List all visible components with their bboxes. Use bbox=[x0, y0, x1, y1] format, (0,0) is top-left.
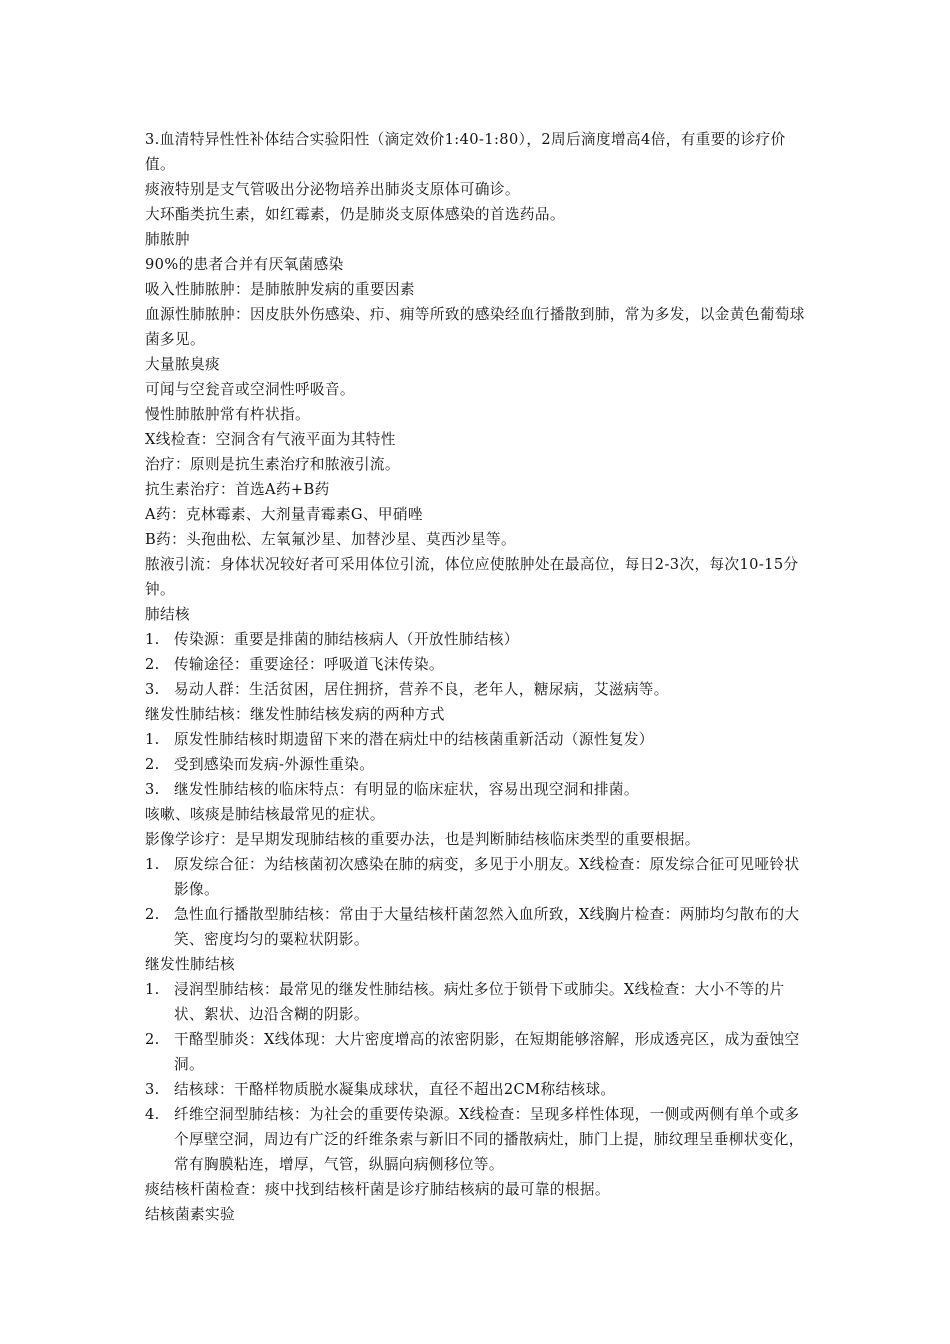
list-number: 3. bbox=[145, 681, 160, 698]
list-item bbox=[145, 1077, 807, 1102]
heading-lung-abscess: 肺脓肿 bbox=[145, 231, 190, 248]
list-number: 2. bbox=[145, 1031, 160, 1048]
list-text: 原发综合征：为结核菌初次感染在肺的病变，多见于小朋友。X线检查：原发综合征可见哑铃状影像。 bbox=[174, 856, 800, 898]
list-item bbox=[145, 677, 807, 702]
list-item bbox=[145, 1027, 807, 1077]
paragraph-drug-a: A药：克林霉素、大剂量青霉素G、甲硝唑 bbox=[145, 506, 423, 523]
paragraph-serology: 3.血清特异性性补体结合实验阳性（滴定效价1:40-1:80），2周后滴度增高4倍，有重要的诊疗价值。 bbox=[145, 131, 786, 173]
list-number: 2. bbox=[145, 906, 160, 923]
list-item bbox=[145, 852, 807, 902]
list-number: 3. bbox=[145, 781, 160, 798]
list-text: 受到感染而发病-外源性重染。 bbox=[174, 756, 375, 773]
list-text: 结核球：干酪样物质脱水凝集成球状，直径不超出2CM称结核球。 bbox=[174, 1081, 616, 1098]
list-item bbox=[145, 652, 807, 677]
paragraph-treatment-principle: 治疗：原则是抗生素治疗和脓液引流。 bbox=[145, 456, 400, 473]
document-body bbox=[145, 127, 807, 1227]
paragraph-purulent-sputum: 大量脓臭痰 bbox=[145, 356, 220, 373]
list-text: 易动人群：生活贫困，居住拥挤，营养不良，老年人，糖尿病，艾滋病等。 bbox=[174, 681, 669, 698]
list-number: 2. bbox=[145, 656, 160, 673]
list-number: 1. bbox=[145, 631, 160, 648]
list-number: 3. bbox=[145, 1081, 160, 1098]
paragraph-cough-symptom: 咳嗽、咳痰是肺结核最常见的症状。 bbox=[145, 806, 385, 823]
paragraph-xray-abscess: X线检查：空洞含有气液平面为其特性 bbox=[145, 431, 396, 448]
list-number: 1. bbox=[145, 856, 160, 873]
list-number: 2. bbox=[145, 756, 160, 773]
heading-tuberculosis: 肺结核 bbox=[145, 606, 190, 623]
list-text: 干酪型肺炎：X线体现：大片密度增高的浓密阴影，在短期能够溶解，形成透亮区，成为蚕蚀空洞。 bbox=[174, 1031, 800, 1073]
paragraph-anaerobe: 90%的患者合并有厌氧菌感染 bbox=[145, 256, 344, 273]
paragraph-sputum-test: 痰结核杆菌检查：痰中找到结核杆菌是诊疗肺结核病的最可靠的根据。 bbox=[145, 1181, 610, 1198]
paragraph-drug-b: B药：头孢曲松、左氧氟沙星、加替沙星、莫西沙星等。 bbox=[145, 531, 516, 548]
list-item bbox=[145, 777, 807, 802]
heading-secondary-tb: 继发性肺结核 bbox=[145, 956, 235, 973]
list-item bbox=[145, 752, 807, 777]
paragraph-hematogenous-abscess: 血源性肺脓肿：因皮肤外伤感染、疖、痈等所致的感染经血行播散到肺，常为多发，以金黄色葡萄球菌多见。 bbox=[145, 306, 805, 348]
paragraph-macrolide: 大环酯类抗生素，如红霉素，仍是肺炎支原体感染的首选药品。 bbox=[145, 206, 565, 223]
paragraph-imaging: 影像学诊疗：是早期发现肺结核的重要办法，也是判断肺结核临床类型的重要根据。 bbox=[145, 831, 700, 848]
list-text: 急性血行播散型肺结核：常由于大量结核杆菌忽然入血所致，X线胸片检查：两肺均匀散布的大笑、密度均匀的粟粒状阴影。 bbox=[174, 906, 800, 948]
list-number: 1. bbox=[145, 731, 160, 748]
paragraph-drainage: 脓液引流：身体状况较好者可采用体位引流，体位应使脓肿处在最高位，每日2-3次，每次10-15分钟。 bbox=[145, 556, 799, 598]
list-text: 原发性肺结核时期遗留下来的潜在病灶中的结核菌重新活动（源性复发） bbox=[174, 731, 654, 748]
heading-tuberculin-test: 结核菌素实验 bbox=[145, 1206, 235, 1223]
list-item bbox=[145, 977, 807, 1027]
list-item bbox=[145, 1102, 807, 1177]
list-item bbox=[145, 727, 807, 752]
list-number: 1. bbox=[145, 981, 160, 998]
list-text: 纤维空洞型肺结核：为社会的重要传染源。X线检查：呈现多样性体现，一侧或两侧有单个或多个厚壁空洞，周边有广泛的纤维条索与新旧不同的播散病灶，肺门上提，肺纹理呈垂柳状变化，常有胸膜粘连，增厚，气管，纵膈向病侧移位等。 bbox=[174, 1106, 804, 1173]
paragraph-sputum-culture: 痰液特别是支气管吸出分泌物培养出肺炎支原体可确诊。 bbox=[145, 181, 520, 198]
list-text: 继发性肺结核的临床特点：有明显的临床症状，容易出现空洞和排菌。 bbox=[174, 781, 639, 798]
paragraph-secondary-intro: 继发性肺结核：继发性肺结核发病的两种方式 bbox=[145, 706, 445, 723]
paragraph-amphoric-breath: 可闻与空瓮音或空洞性呼吸音。 bbox=[145, 381, 355, 398]
paragraph-antibiotic-choice: 抗生素治疗：首选A药+B药 bbox=[145, 481, 330, 498]
list-number: 4. bbox=[145, 1106, 160, 1123]
list-text: 浸润型肺结核：最常见的继发性肺结核。病灶多位于锁骨下或肺尖。X线检查：大小不等的片状、絮状、边沿含糊的阴影。 bbox=[174, 981, 785, 1023]
list-text: 传染源：重要是排菌的肺结核病人（开放性肺结核） bbox=[174, 631, 519, 648]
list-text: 传输途径：重要途径：呼吸道飞沫传染。 bbox=[174, 656, 444, 673]
list-item bbox=[145, 627, 807, 652]
paragraph-clubbing: 慢性肺脓肿常有杵状指。 bbox=[145, 406, 310, 423]
paragraph-aspiration-abscess: 吸入性肺脓肿：是肺脓肿发病的重要因素 bbox=[145, 281, 415, 298]
list-item bbox=[145, 902, 807, 952]
